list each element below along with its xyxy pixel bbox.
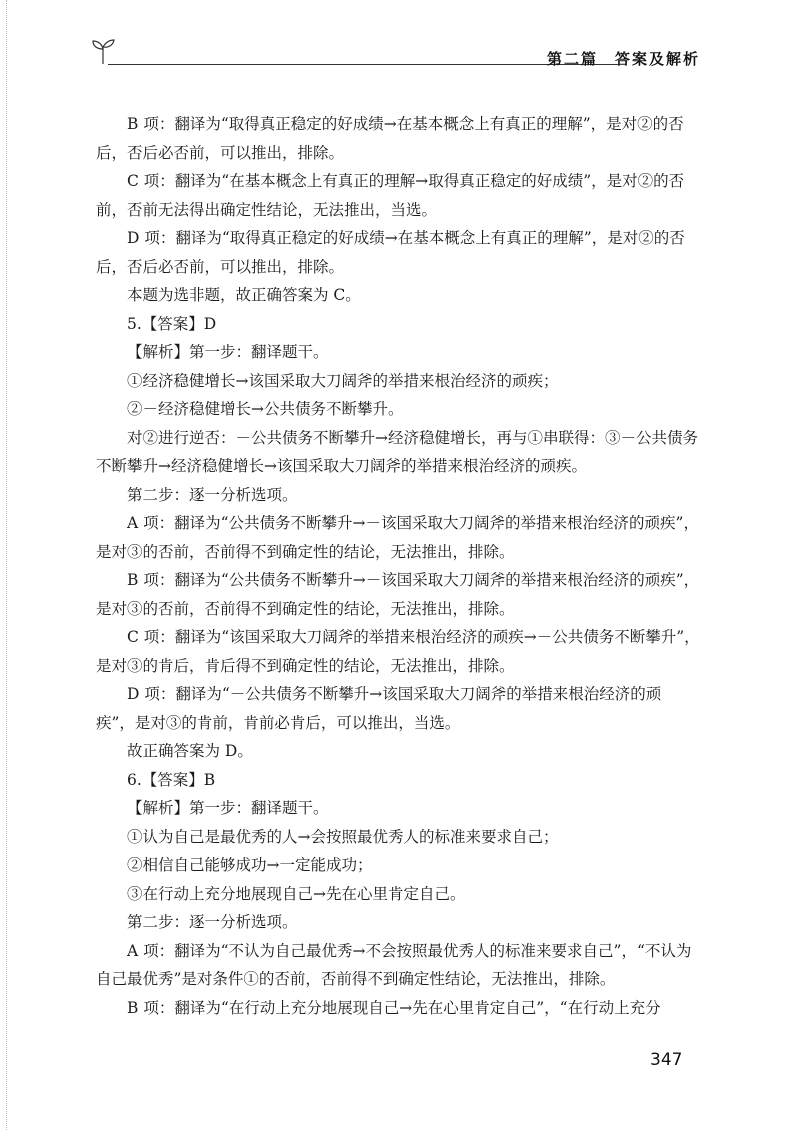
answer-heading: 5.【答案】D bbox=[127, 314, 217, 333]
paragraph: D 项：翻译为“取得真正稳定的好成绩→在基本概念上有真正的理解”，是对②的否后，否后必否前，可以推出，排除。 bbox=[96, 229, 685, 276]
page-number: 347 bbox=[650, 1050, 683, 1070]
paragraph: B 项：翻译为“在行动上充分地展现自己→先在心里肯定自己”，“在行动上充分 bbox=[127, 998, 661, 1017]
paragraph: C 项：翻译为“该国采取大刀阔斧的举措来根治经济的顽疾→－公共债务不断攀升”，是对③的肯后，肯后得不到确定性的结论，无法推出，排除。 bbox=[96, 628, 700, 675]
paragraph: ①认为自己是最优秀的人→会按照最优秀人的标准来要求自己； bbox=[127, 827, 559, 846]
scan-edge-artifact bbox=[6, 0, 8, 1130]
paragraph: 本题为选非题，故正确答案为 C。 bbox=[127, 286, 361, 304]
page-header bbox=[86, 34, 706, 74]
paragraph: A 项：翻译为“不认为自己最优秀→不会按照最优秀人的标准来要求自己”，“不认为自己最优秀”是对条件①的否前，否前得不到确定性结论，无法推出，排除。 bbox=[96, 941, 692, 988]
sprout-icon bbox=[90, 36, 116, 66]
answer-explanation-body bbox=[96, 110, 700, 1022]
paragraph: ②－经济稳健增长→公共债务不断攀升。 bbox=[127, 400, 404, 418]
paragraph: ③在行动上充分地展现自己→先在心里肯定自己。 bbox=[127, 884, 466, 903]
paragraph: ②相信自己能够成功→一定能成功； bbox=[127, 856, 373, 874]
paragraph: B 项：翻译为“取得真正稳定的好成绩→在基本概念上有真正的理解”，是对②的否后，否后必否前，可以推出，排除。 bbox=[96, 115, 684, 162]
paragraph: D 项：翻译为“－公共债务不断攀升→该国采取大刀阔斧的举措来根治经济的顽疾”，是对③的肯前，肯前必肯后，可以推出，当选。 bbox=[96, 685, 662, 732]
paragraph: 第二步：逐一分析选项。 bbox=[127, 485, 298, 504]
paragraph: C 项：翻译为“在基本概念上有真正的理解→取得真正稳定的好成绩”，是对②的否前，否前无法得出确定性结论，无法推出，当选。 bbox=[96, 172, 685, 219]
analysis-heading: 【解析】第一步：翻译题干。 bbox=[127, 343, 329, 361]
answer-heading: 6.【答案】B bbox=[127, 770, 216, 789]
paragraph: B 项：翻译为“公共债务不断攀升→－该国采取大刀阔斧的举措来根治经济的顽疾”，是对③的否前，否前得不到确定性的结论，无法推出，排除。 bbox=[96, 571, 700, 618]
analysis-heading: 【解析】第一步：翻译题干。 bbox=[127, 799, 329, 817]
paragraph: ①经济稳健增长→该国采取大刀阔斧的举措来根治经济的顽疾； bbox=[127, 371, 559, 390]
paragraph: 故正确答案为 D。 bbox=[127, 742, 253, 760]
paragraph: 对②进行逆否：－公共债务不断攀升→经济稳健增长，再与①串联得：③－公共债务不断攀升→经济稳健增长→该国采取大刀阔斧的举措来根治经济的顽疾。 bbox=[96, 428, 698, 475]
paragraph: 第二步：逐一分析选项。 bbox=[127, 913, 298, 931]
section-title: 第二篇 答案及解析 bbox=[546, 50, 700, 68]
paragraph: A 项：翻译为“公共债务不断攀升→－该国采取大刀阔斧的举措来根治经济的顽疾”，是对③的否前，否前得不到确定性的结论，无法推出，排除。 bbox=[96, 514, 699, 561]
header-rule bbox=[108, 64, 618, 65]
